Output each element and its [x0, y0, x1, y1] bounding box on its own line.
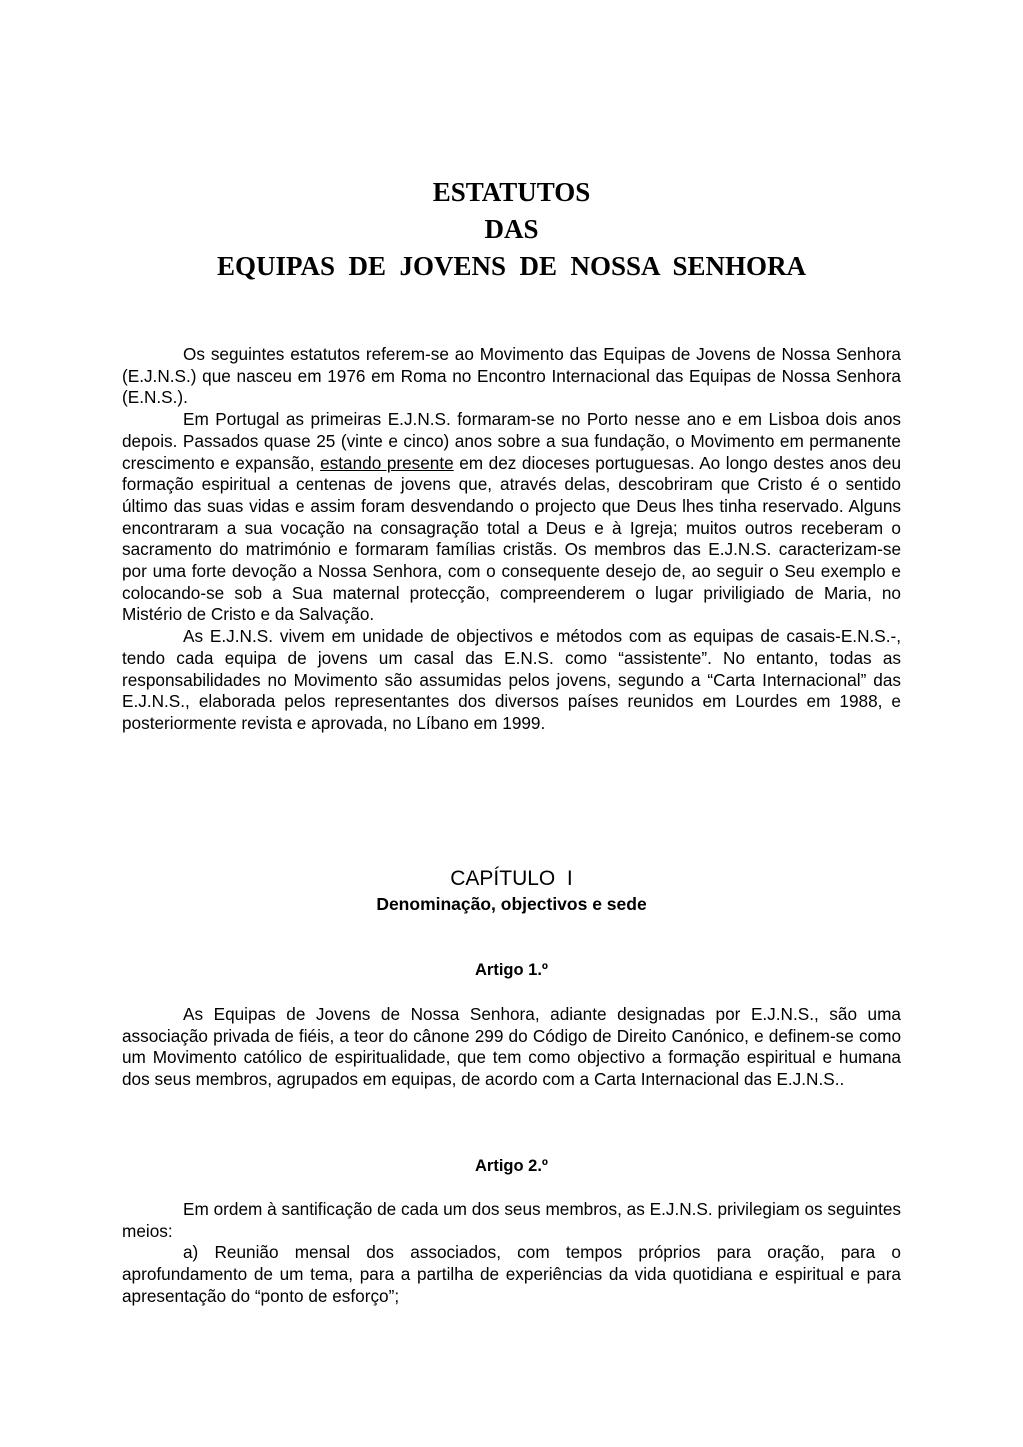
document-title [0, 174, 1023, 285]
intro-paragraph-2-end: em dez dioceses portuguesas. Ao longo destes anos deu formação espiritual a centenas de jovens que, através delas, descobriram que Cristo é o sentido último das suas vidas e assim foram desvendando o projecto que Deus lhes tinha reservado. Alguns encontraram a sua vocação na consagração total a Deus e à Igreja; muitos outros receberam o sacramento do matrimónio e formaram famílias cristãs. Os membros das E.J.N.S. caracterizam-se por uma forte devoção a Nossa Senhora, com o consequente desejo de, ao seguir o Seu exemplo e colocando-se sob a Sua maternal protecção, compreenderem o lugar priviligiado de Maria, no Mistério de Cristo e da Salvação. [122, 452, 901, 625]
intro-paragraph-3: As E.J.N.S. vivem em unidade de objectivos e métodos com as equipas de casais-E.N.S.-, tendo cada equipa de jovens um casal das E.N.S. como “assistente”. No entanto, todas as responsabilidades no Movimento são assumidas pelos jovens, segundo a “Carta Internacional” das E.J.N.S., elaborada pelos representantes dos diversos países reunidos em Lourdes em 1988, e posteriormente revista e aprovada, no Líbano em 1999. [122, 626, 901, 733]
article-2-intro: Em ordem à santificação de cada um dos seus membros, as E.J.N.S. privilegiam os seguintes meios: [122, 1199, 901, 1241]
article-2-body [122, 1199, 901, 1308]
article-1-heading: Artigo 1.º [475, 961, 548, 979]
article-2-item-a: a) Reunião mensal dos associados, com tempos próprios para oração, para o aprofundamento de um tema, para a partilha de experiências da vida quotidiana e espiritual e para apresentação do “ponto de esforço”; [122, 1242, 901, 1306]
chapter-subtitle: Denominação, objectivos e sede [376, 894, 647, 914]
title-line-2: DAS [484, 214, 539, 244]
title-line-1: ESTATUTOS [432, 177, 591, 207]
chapter-title: CAPÍTULO I [450, 867, 573, 890]
article-1-body [122, 1004, 901, 1091]
article-2-heading: Artigo 2.º [475, 1157, 548, 1175]
title-line-3: EQUIPAS DE JOVENS DE NOSSA SENHORA [216, 251, 807, 281]
article-1-paragraph: As Equipas de Jovens de Nossa Senhora, adiante designadas por E.J.N.S., são uma associação privada de fiéis, a teor do cânone 299 do Código de Direito Canónico, e definem-se como um Movimento católico de espiritualidade, que tem como objectivo a formação espiritual e humana dos seus membros, agrupados em equipas, de acordo com a Carta Internacional das E.J.N.S.. [122, 1004, 901, 1090]
intro-paragraph-2-start: Em Portugal as primeiras E.J.N.S. formaram-se no Porto nesse ano e em Lisboa dois anos depois. Passados quase 25 (vinte e cinco) anos sobre a sua fundação, o Movimento em permanente crescimento e expansão, [122, 409, 901, 473]
underlined-text: estando presente [320, 452, 454, 473]
intro-paragraph-2 [122, 409, 901, 626]
intro-paragraph-1: Os seguintes estatutos referem-se ao Movimento das Equipas de Jovens de Nossa Senhora (E.J.N.S.) que nasceu em 1976 em Roma no Encontro Internacional das Equipas de Nossa Senhora (E.N.S.). [122, 344, 901, 408]
intro-section [122, 344, 901, 735]
